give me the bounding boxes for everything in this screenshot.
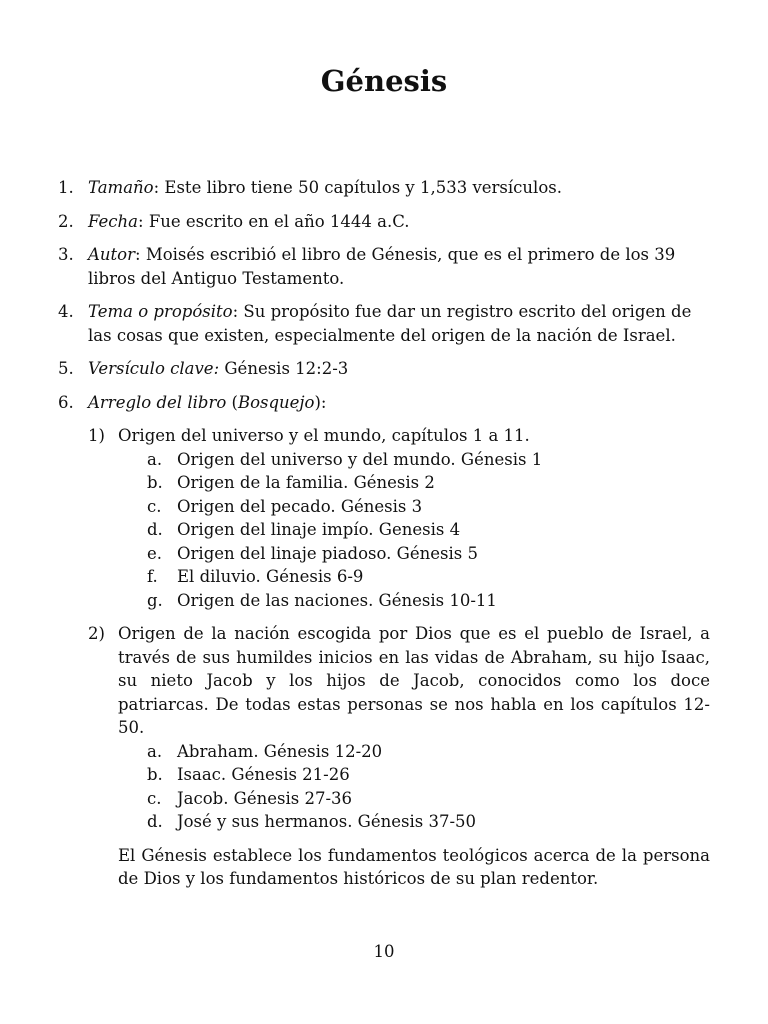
subsection-text: Abraham. Génesis 12-20 — [177, 741, 383, 761]
section-number: 1) — [88, 426, 105, 445]
item-term: Versículo clave: — [88, 359, 220, 378]
subsection-item — [118, 589, 710, 613]
subsection-text: Origen del linaje impío. Genesis 4 — [177, 520, 461, 539]
subsection-text: Origen del pecado. Génesis 3 — [177, 496, 423, 516]
item-term: Tema o propósito — [88, 302, 233, 321]
subsection-item — [118, 495, 710, 519]
subsection-item — [118, 763, 710, 787]
subsection-letter: b. — [147, 473, 163, 492]
subsection-letter: d. — [147, 812, 163, 831]
subsection-letter: b. — [147, 765, 163, 784]
item-term: Arreglo del libro — [88, 392, 227, 412]
list-item-size — [58, 176, 710, 200]
outline-section-1 — [88, 424, 710, 612]
subsection-letter: c. — [147, 496, 162, 516]
subsection-letter: a. — [147, 741, 163, 761]
list-item-outline — [58, 391, 710, 891]
subsection-item — [118, 542, 710, 566]
item-number: 4. — [58, 302, 74, 321]
subsection-letter: c. — [147, 788, 162, 808]
subsection-list — [118, 740, 710, 834]
subsection-item — [118, 448, 710, 472]
list-item-date — [58, 210, 710, 234]
section-number: 2) — [88, 624, 105, 643]
item-separator: : — [153, 178, 165, 197]
item-term: Autor — [88, 245, 135, 264]
outline-list — [88, 424, 710, 891]
item-number: 6. — [58, 392, 74, 412]
subsection-text: Origen del linaje piadoso. Génesis 5 — [177, 543, 478, 563]
subsection-item — [118, 810, 710, 834]
subsection-text: José y sus hermanos. Génesis 37-50 — [177, 812, 477, 831]
section-text: Origen del universo y el mundo, capítulos 1 a 11. — [118, 426, 530, 445]
item-number: 5. — [58, 359, 74, 378]
subsection-letter: a. — [147, 449, 163, 469]
item-term-secondary: Bosquejo — [237, 392, 315, 412]
subsection-item — [118, 518, 710, 542]
subsection-letter: d. — [147, 520, 163, 539]
item-separator: : — [232, 302, 244, 321]
subsection-item — [118, 565, 710, 589]
subsection-text: Origen de la familia. Génesis 2 — [177, 473, 435, 492]
list-item-theme — [58, 300, 710, 347]
paren-open: ( — [226, 392, 238, 412]
document-body — [58, 176, 710, 901]
item-text: Moisés escribió el libro de Génesis, que es el primero de los 39 libros del Antiguo Testamento. — [88, 245, 676, 288]
item-number: 2. — [58, 211, 74, 231]
subsection-text: Origen del universo y del mundo. Génesis 1 — [177, 449, 543, 469]
section-text: Origen de la nación escogida por Dios que es el pueblo de Israel, a través de sus humildes inicios en las vidas de Abraham, su hijo Isaac, su nieto Jacob y los hijos de Jacob, conocidos como los doce patriarcas. De todas estas personas se nos habla en los capítulos 12-50. — [118, 624, 710, 737]
item-number: 3. — [58, 245, 74, 264]
page-title: Génesis — [320, 64, 448, 98]
subsection-item — [118, 471, 710, 495]
list-item-key-verse — [58, 357, 710, 381]
subsection-letter: f. — [147, 567, 158, 586]
subsection-text: El diluvio. Génesis 6-9 — [177, 567, 364, 586]
subsection-letter: g. — [147, 590, 163, 610]
item-text: Su propósito fue dar un registro escrito del origen de las cosas que existen, especialmente del origen de la nación de Israel. — [88, 302, 692, 345]
subsection-list — [118, 448, 710, 613]
item-number: 1. — [58, 178, 74, 197]
outline-section-2 — [88, 622, 710, 834]
subsection-item — [118, 787, 710, 811]
item-text: Génesis 12:2-3 — [224, 359, 349, 378]
subsection-item — [118, 740, 710, 764]
item-text: Fue escrito en el año 1444 a.C. — [148, 211, 410, 231]
subsection-text: Isaac. Génesis 21-26 — [177, 765, 350, 784]
page-number: 10 — [373, 942, 395, 961]
subsection-text: Jacob. Génesis 27-36 — [177, 788, 353, 808]
closing-paragraph: El Génesis establece los fundamentos teológicos acerca de la persona de Dios y los fundamentos históricos de su plan redentor. — [118, 845, 710, 888]
item-text: Este libro tiene 50 capítulos y 1,533 versículos. — [164, 178, 562, 197]
item-separator: : — [138, 211, 149, 231]
list-item-author — [58, 243, 710, 290]
subsection-text: Origen de las naciones. Génesis 10-11 — [177, 590, 497, 610]
item-term: Fecha — [88, 211, 139, 231]
item-term: Tamaño — [88, 178, 154, 197]
subsection-letter: e. — [147, 543, 163, 563]
item-separator: : — [135, 245, 146, 264]
paren-close: ): — [314, 392, 327, 412]
